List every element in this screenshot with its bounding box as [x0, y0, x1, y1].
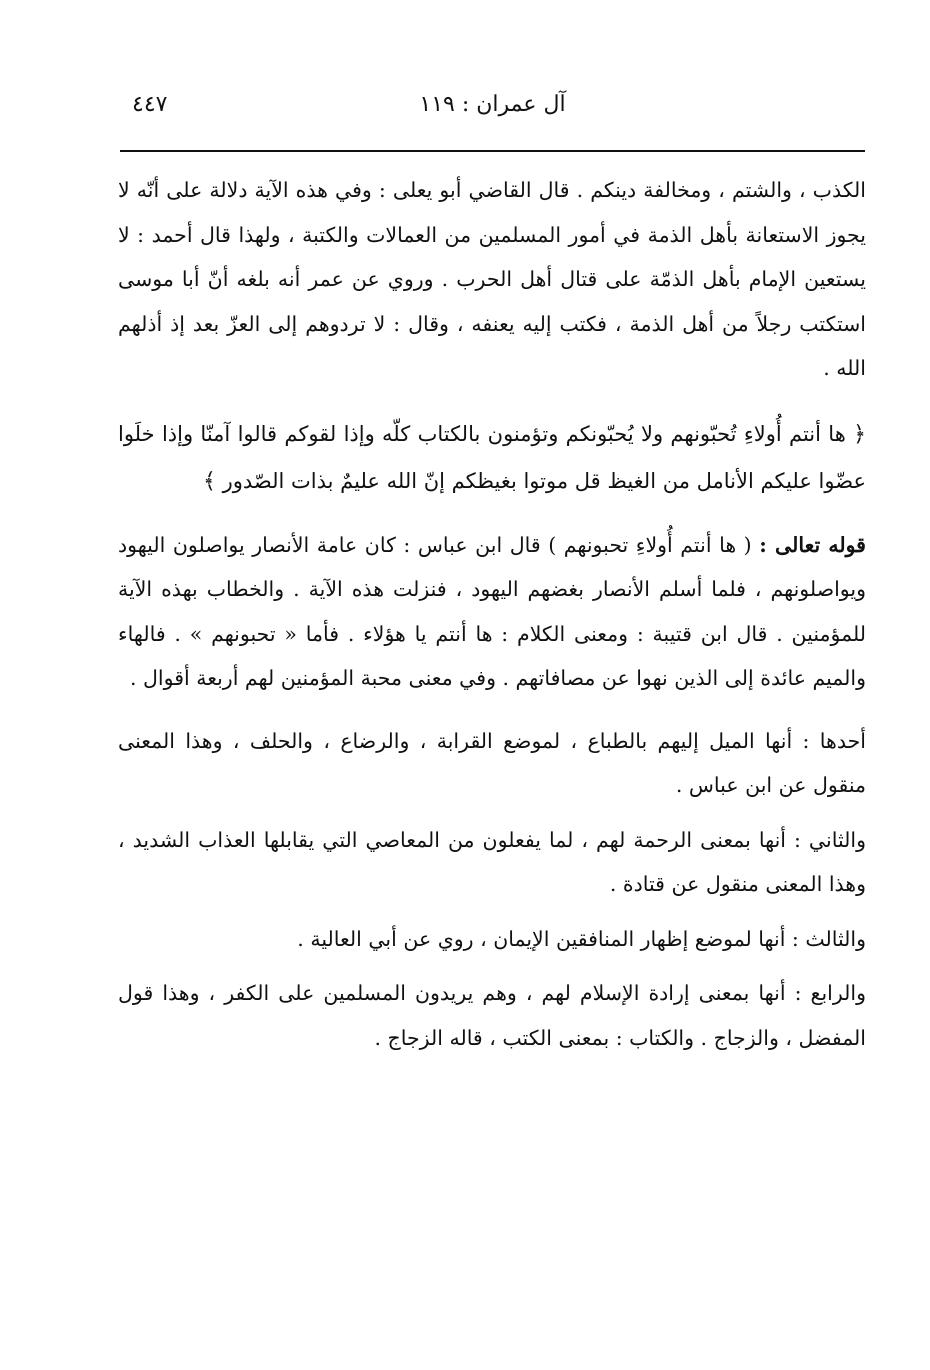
header-rule [120, 150, 865, 152]
paragraph-commentary-1: الكذب ، والشتم ، ومخالفة دينكم . قال القاضي أبو يعلى : وفي هذه الآية دلالة على أنّه لا يجوز الاستعانة بأهل الذمة في أمور المسلمين من العمالات والكتبة ، ولهذا قال أحمد : لا يستعين الإمام بأهل الذمّة على قتال أهل الحرب . وروي عن عمر أنه بلغه أنّ أبا موسى استكتب رجلاً من أهل الذمة ، فكتب إليه يعنفه ، وقال : لا تردوهم إلى العزّ بعد إذ أذلهم الله . [118, 178, 866, 380]
quran-verse [118, 411, 866, 505]
paragraph-opinion-4: والرابع : أنها بمعنى إرادة الإسلام لهم ، وهم يريدون المسلمين على الكفر ، وهذا قول المفضل ، والزجاج . والكتاب : بمعنى الكتب ، قاله الزجاج . [118, 981, 866, 1050]
tafsir-lead: قوله تعالى : [759, 532, 866, 557]
running-head: آل عمران : ١١٩ [419, 92, 566, 117]
paragraph-opinion-1: أحدها : أنها الميل إليهم بالطباع ، لموضع القرابة ، والرضاع ، والحلف ، وهذا المعنى منقول عن ابن عباس . [118, 728, 866, 797]
paragraph-tafsir [118, 523, 866, 701]
page-number: ٤٤٧ [132, 92, 168, 117]
verse-close-bracket: ﴾ [203, 468, 216, 494]
paragraph-opinion-3: والثالث : أنها لموضع إظهار المنافقين الإيمان ، روي عن أبي العالية . [297, 926, 866, 951]
page-header [120, 92, 865, 132]
tafsir-text: ( ها أنتم أُولاءِ تحبونهم ) قال ابن عباس : كان عامة الأنصار يواصلون اليهود ويواصلونهم ، فلما أسلم الأنصار بغضهم اليهود ، فنزلت هذه الآية . والخطاب بهذه الآية للمؤمنين . قال ابن قتيبة : ومعنى الكلام : ها أنتم يا هؤلاء . فأما « تحبونهم » . فالهاء والميم عائدة إلى الذين نهوا عن مصافاتهم . وفي معنى محبة المؤمنين لهم أربعة أقوال . [118, 532, 866, 690]
body-text [118, 168, 866, 1060]
verse-open-bracket: ﴿ [853, 421, 866, 447]
paragraph-opinion-2: والثاني : أنها بمعنى الرحمة لهم ، لما يفعلون من المعاصي التي يقابلها العذاب الشديد ، وهذا المعنى منقول عن قتادة . [118, 827, 866, 896]
verse-text: ها أنتم أُولاءِ تُحبّونهم ولا يُحبّونكم وتؤمنون بالكتاب كلّه وإذا لقوكم قالوا آمنّا وإذا خلَوا عضّوا عليكم الأنامل من الغيظ قل موتوا بغيظكم إنّ الله عليمٌ بذات الصّدور [118, 421, 866, 493]
